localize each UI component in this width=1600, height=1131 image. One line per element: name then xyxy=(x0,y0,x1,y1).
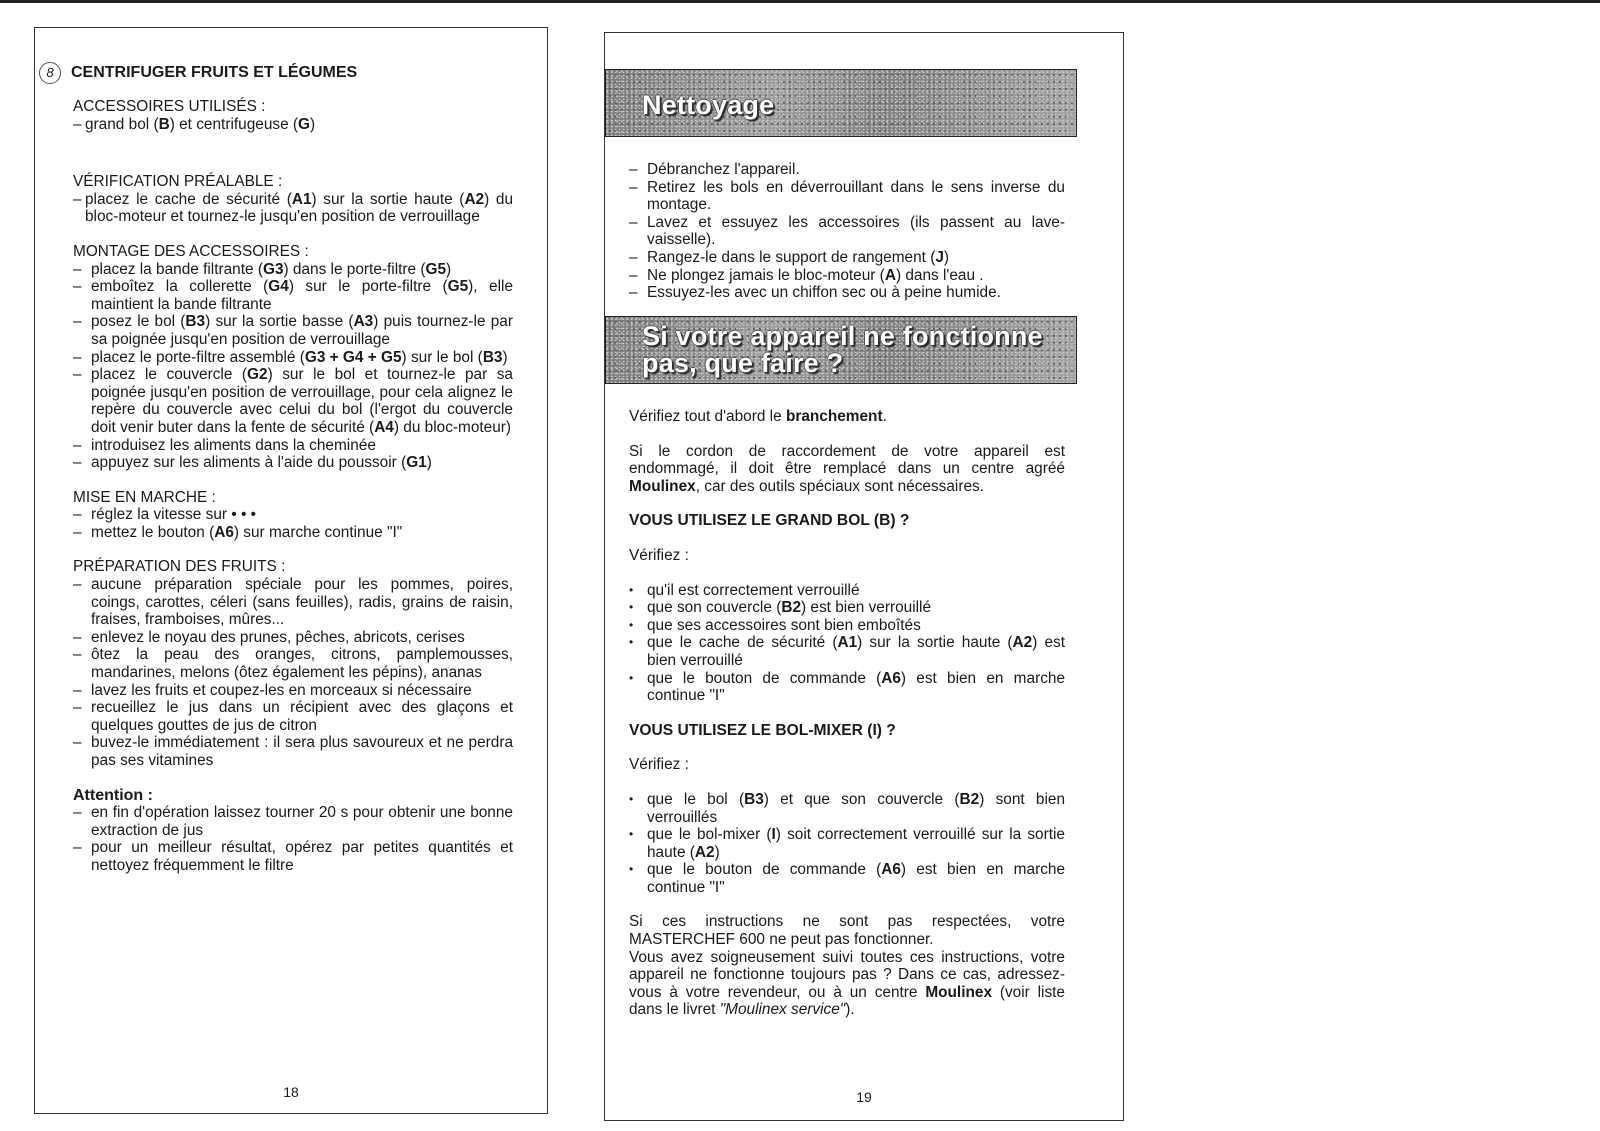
section-number-badge: 8 xyxy=(39,62,61,84)
list-item: – placez le porte-filtre assemblé (G3 + G4 + G5) sur le bol (B3) xyxy=(73,349,513,367)
page-19 xyxy=(604,32,1124,1121)
fruit-prep-block xyxy=(73,558,513,769)
accessories-list xyxy=(73,116,513,134)
accessories-block xyxy=(73,98,513,133)
troubleshoot-section xyxy=(629,408,1065,1036)
list-item: – recueillez le jus dans un récipient avec des glaçons et quelques gouttes de jus de citron xyxy=(73,699,513,734)
list-item: – mettez le bouton (A6) sur marche continue "I" xyxy=(73,524,513,542)
assembly-heading: MONTAGE DES ACCESSOIRES : xyxy=(73,242,309,260)
list-item: – aucune préparation spéciale pour les pommes, poires, coings, carottes, céleri (sans feuilles), radis, grains de raisin, fraises, framboises, mûres... xyxy=(73,576,513,629)
list-item: – pour un meilleur résultat, opérez par petites quantités et nettoyez fréquemment le filtre xyxy=(73,839,513,874)
list-item: – Essuyez-les avec un chiffon sec ou à peine humide. xyxy=(629,284,1065,302)
check-label: Vérifiez : xyxy=(629,546,689,564)
list-item: – ôtez la peau des oranges, citrons, pamplemousses, mandarines, melons (ôtez également les pépins), ananas xyxy=(73,646,513,681)
paragraph: Si le cordon de raccordement de votre appareil est endommagé, il doit être remplacé dans un centre agréé Moulinex, car des outils spéciaux sont nécessaires. xyxy=(629,442,1065,495)
list-item: – Rangez-le dans le support de rangement (J) xyxy=(629,249,1065,267)
list-item: – appuyez sur les aliments à l'aide du poussoir (G1) xyxy=(73,454,513,472)
start-list xyxy=(73,506,513,541)
cleaning-title: Nettoyage xyxy=(642,90,775,120)
list-item: – buvez-le immédiatement : il sera plus savoureux et ne perdra pas ses vitamines xyxy=(73,734,513,769)
troubleshoot-title: Si votre appareil ne fonctionne pas, que faire ? xyxy=(642,321,1043,378)
closing-paragraph: Si ces instructions ne sont pas respectées, votre MASTERCHEF 600 ne peut pas fonctionner. xyxy=(629,913,1065,949)
list-item: – Ne plongez jamais le bloc-moteur (A) dans l'eau . xyxy=(629,267,1065,285)
list-item: – placez la bande filtrante (G3) dans le porte-filtre (G5) xyxy=(73,261,513,279)
cleaning-section xyxy=(629,161,1065,302)
verification-block xyxy=(73,173,513,226)
page-number: 19 xyxy=(856,1089,872,1105)
list-item: – grand bol (B) et centrifugeuse (G) xyxy=(73,116,513,134)
attention-heading: Attention : xyxy=(73,786,153,804)
list-item: – emboîtez la collerette (G4) sur le porte-filtre (G5), elle maintient la bande filtrante xyxy=(73,278,513,313)
list-item: – Lavez et essuyez les accessoires (ils passent au lave-vaisselle). xyxy=(629,214,1065,249)
mixer-bowl-heading: VOUS UTILISEZ LE BOL-MIXER (I) ? xyxy=(629,721,896,739)
page-18 xyxy=(34,27,548,1114)
check-label: Vérifiez : xyxy=(629,756,689,774)
list-item: – posez le bol (B3) sur la sortie basse (A3) puis tournez-le par sa poignée jusqu'en position de verrouillage xyxy=(73,313,513,348)
list-item: – introduisez les aliments dans la cheminée xyxy=(73,437,513,455)
list-item: – placez le cache de sécurité (A1) sur la sortie haute (A2) du bloc-moteur et tournez-le jusqu'en position de verrouillage xyxy=(73,191,513,226)
cleaning-list xyxy=(629,161,1065,302)
list-item: – Retirez les bols en déverrouillant dans le sens inverse du montage. xyxy=(629,179,1065,214)
assembly-list xyxy=(73,261,513,472)
section-title-text: CENTRIFUGER FRUITS ET LÉGUMES xyxy=(71,64,358,82)
list-item: • que le bouton de commande (A6) est bien en marche continue "I" xyxy=(629,670,1065,705)
list-item: • que son couvercle (B2) est bien verrouillé xyxy=(629,599,1065,617)
start-heading: MISE EN MARCHE : xyxy=(73,488,216,506)
list-item: • que le bol (B3) et que son couvercle (B2) sont bien verrouillés xyxy=(629,791,1065,826)
verification-list xyxy=(73,191,513,226)
start-block xyxy=(73,489,513,542)
list-item: • que le bouton de commande (A6) est bien en marche continue "I" xyxy=(629,861,1065,896)
cleaning-banner xyxy=(605,69,1077,137)
top-rule xyxy=(0,0,1600,3)
list-item: • que le cache de sécurité (A1) sur la sortie haute (A2) est bien verrouillé xyxy=(629,634,1065,669)
big-bowl-checklist xyxy=(629,582,1065,705)
big-bowl-heading: VOUS UTILISEZ LE GRAND BOL (B) ? xyxy=(629,512,910,530)
troubleshoot-banner xyxy=(605,316,1077,384)
assembly-block xyxy=(73,243,513,472)
fruit-prep-heading: PRÉPARATION DES FRUITS : xyxy=(73,558,286,576)
list-item: – enlevez le noyau des prunes, pêches, abricots, cerises xyxy=(73,629,513,647)
attention-block xyxy=(73,787,513,875)
section-title xyxy=(39,62,513,84)
accessories-heading: ACCESSOIRES UTILISÉS : xyxy=(73,98,266,115)
mixer-bowl-checklist xyxy=(629,791,1065,897)
page-number: 18 xyxy=(283,1084,299,1100)
list-item: – lavez les fruits et coupez-les en morceaux si nécessaire xyxy=(73,682,513,700)
verification-heading: VÉRIFICATION PRÉALABLE : xyxy=(73,173,283,191)
list-item: – placez le couvercle (G2) sur le bol et tournez-le par sa poignée jusqu'en position de verrouillage, pour cela alignez le repère du couvercle avec celui du bol (l'ergot du couvercle doit venir buter dans la fente de sécurité (A4) du bloc-moteur) xyxy=(73,366,513,436)
paragraph: Vérifiez tout d'abord le branchement. xyxy=(629,408,887,425)
closing-paragraph: Vous avez soigneusement suivi toutes ces instructions, votre appareil ne fonctionne toujours pas ? Dans ce cas, adressez-vous à votre revendeur, ou à un centre Moulinex (voir liste dans le livret "Moulinex service"). xyxy=(629,948,1065,1019)
fruit-prep-list xyxy=(73,576,513,770)
list-item: – réglez la vitesse sur • • • xyxy=(73,506,513,524)
list-item: – Débranchez l'appareil. xyxy=(629,161,1065,179)
list-item: • que le bol-mixer (I) soit correctement verrouillé sur la sortie haute (A2) xyxy=(629,826,1065,861)
list-item: • qu'il est correctement verrouillé xyxy=(629,582,1065,600)
attention-list xyxy=(73,804,513,874)
list-item: – en fin d'opération laissez tourner 20 s pour obtenir une bonne extraction de jus xyxy=(73,804,513,839)
list-item: • que ses accessoires sont bien emboîtés xyxy=(629,617,1065,635)
